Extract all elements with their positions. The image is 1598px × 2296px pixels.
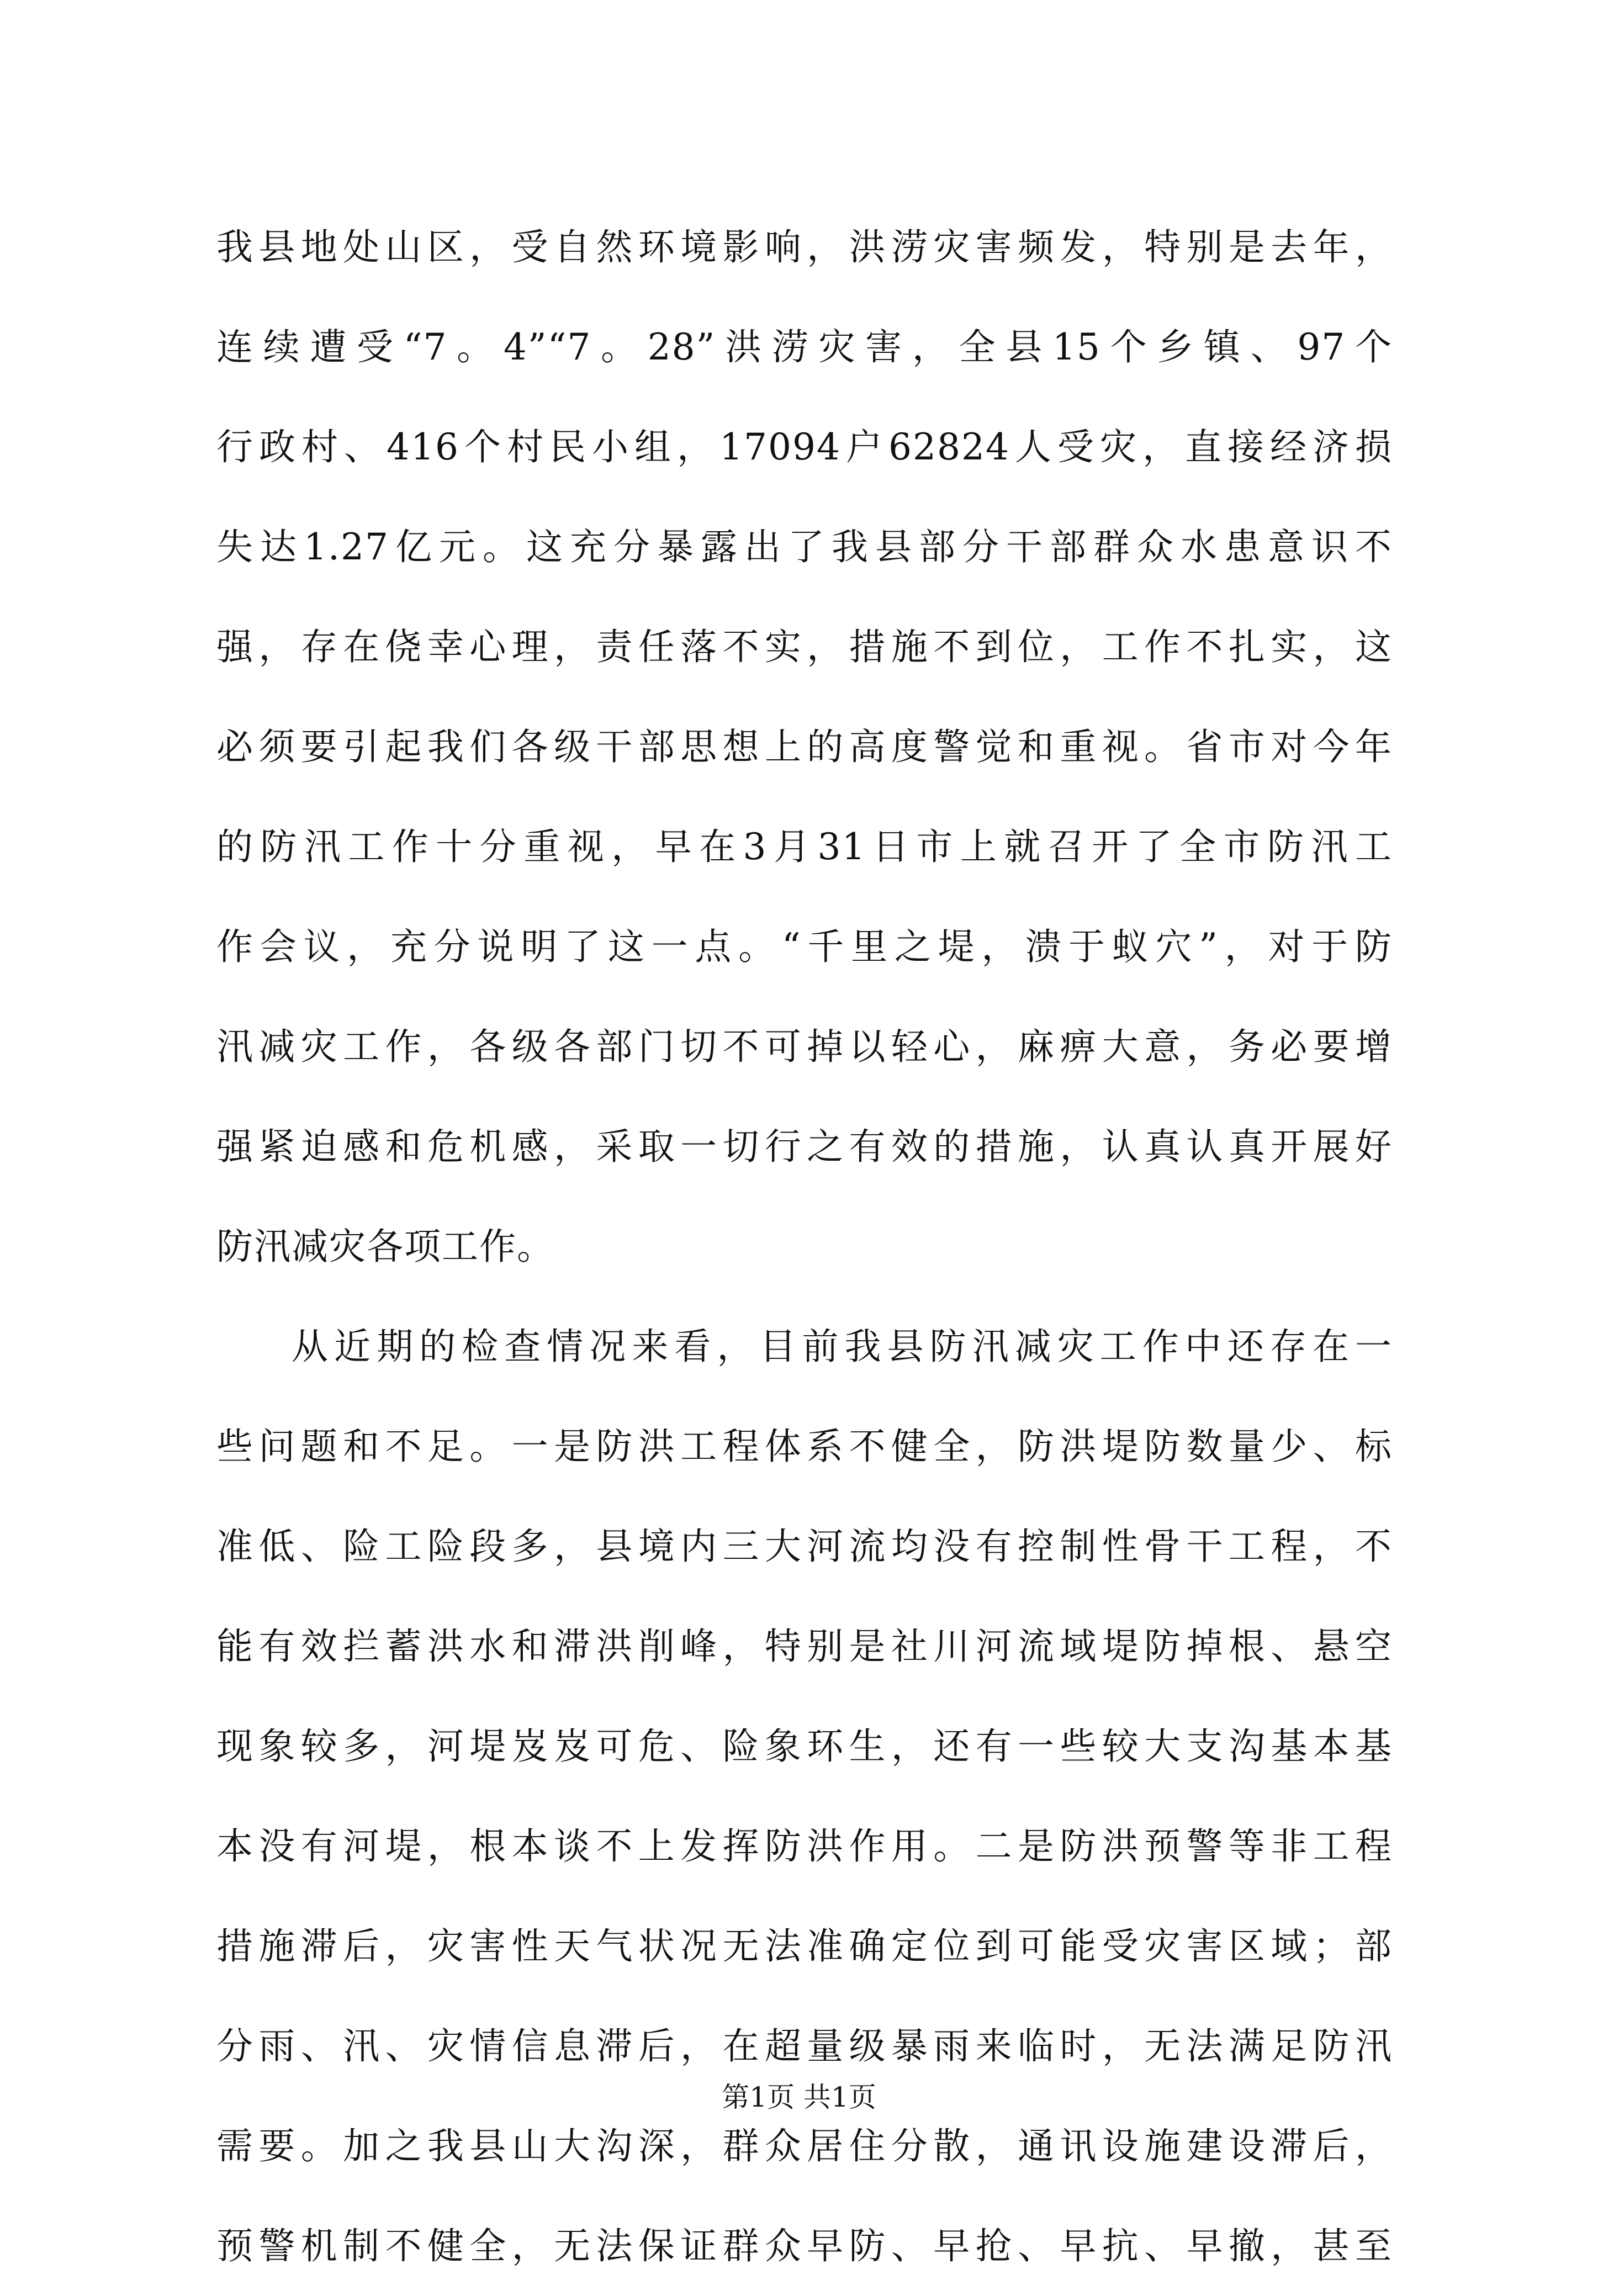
text-line: 强紧迫感和危机感，采取一切行之有效的措施，认真认真开展好: [216, 1125, 1393, 1168]
text-line: 准低、险工险段多，县境内三大河流均没有控制性骨干工程，不: [216, 1525, 1393, 1568]
text-line: 措施滞后，灾害性天气状况无法准确定位到可能受灾害区域；部: [216, 1925, 1393, 1967]
document-body: [216, 197, 1393, 2296]
text-line: 作会议，充分说明了这一点。“千里之堤，溃于蚁穴”，对于防: [216, 925, 1393, 968]
text-line: 些问题和不足。一是防洪工程体系不健全，防洪堤防数量少、标: [216, 1425, 1393, 1468]
text-line: 失达1.27亿元。这充分暴露出了我县部分干部群众水患意识不: [216, 526, 1393, 568]
paragraph-2: [216, 1297, 1393, 2296]
text-line: 预警机制不健全，无法保证群众早防、早抢、早抗、早撤，甚至: [216, 2225, 1393, 2267]
text-line: 强，存在侥幸心理，责任落不实，措施不到位，工作不扎实，这: [216, 626, 1393, 668]
text-line: 连续遭受“7。4”“7。28”洪涝灾害，全县15个乡镇、97个: [216, 326, 1393, 368]
text-line: 汛减灾工作，各级各部门切不可掉以轻心，麻痹大意，务必要增: [216, 1025, 1393, 1068]
text-line: 本没有河堤，根本谈不上发挥防洪作用。二是防洪预警等非工程: [216, 1825, 1393, 1868]
text-line: 分雨、汛、灾情信息滞后，在超量级暴雨来临时，无法满足防汛: [216, 2025, 1393, 2067]
text-line: 行政村、416个村民小组，17094户62824人受灾，直接经济损: [216, 426, 1393, 468]
text-line: 从近期的检查情况来看，目前我县防汛减灾工作中还存在一: [292, 1325, 1393, 1368]
text-line: 我县地处山区，受自然环境影响，洪涝灾害频发，特别是去年，: [216, 226, 1393, 268]
text-line: 必须要引起我们各级干部思想上的高度警觉和重视。省市对今年: [216, 726, 1393, 768]
paragraph-1: [216, 197, 1393, 1297]
text-line: 能有效拦蓄洪水和滞洪削峰，特别是社川河流域堤防掉根、悬空: [216, 1625, 1393, 1668]
page-footer: [0, 2081, 1598, 2114]
text-line: 的防汛工作十分重视，早在3月31日市上就召开了全市防汛工: [216, 826, 1393, 868]
text-line: 防汛减灾各项工作。: [216, 1225, 554, 1268]
page-number-label: 第1页 共1页: [722, 2081, 876, 2113]
text-line: 现象较多，河堤岌岌可危、险象环生，还有一些较大支沟基本基: [216, 1725, 1393, 1768]
text-line: 需要。加之我县山大沟深，群众居住分散，通讯设施建设滞后，: [216, 2125, 1393, 2167]
